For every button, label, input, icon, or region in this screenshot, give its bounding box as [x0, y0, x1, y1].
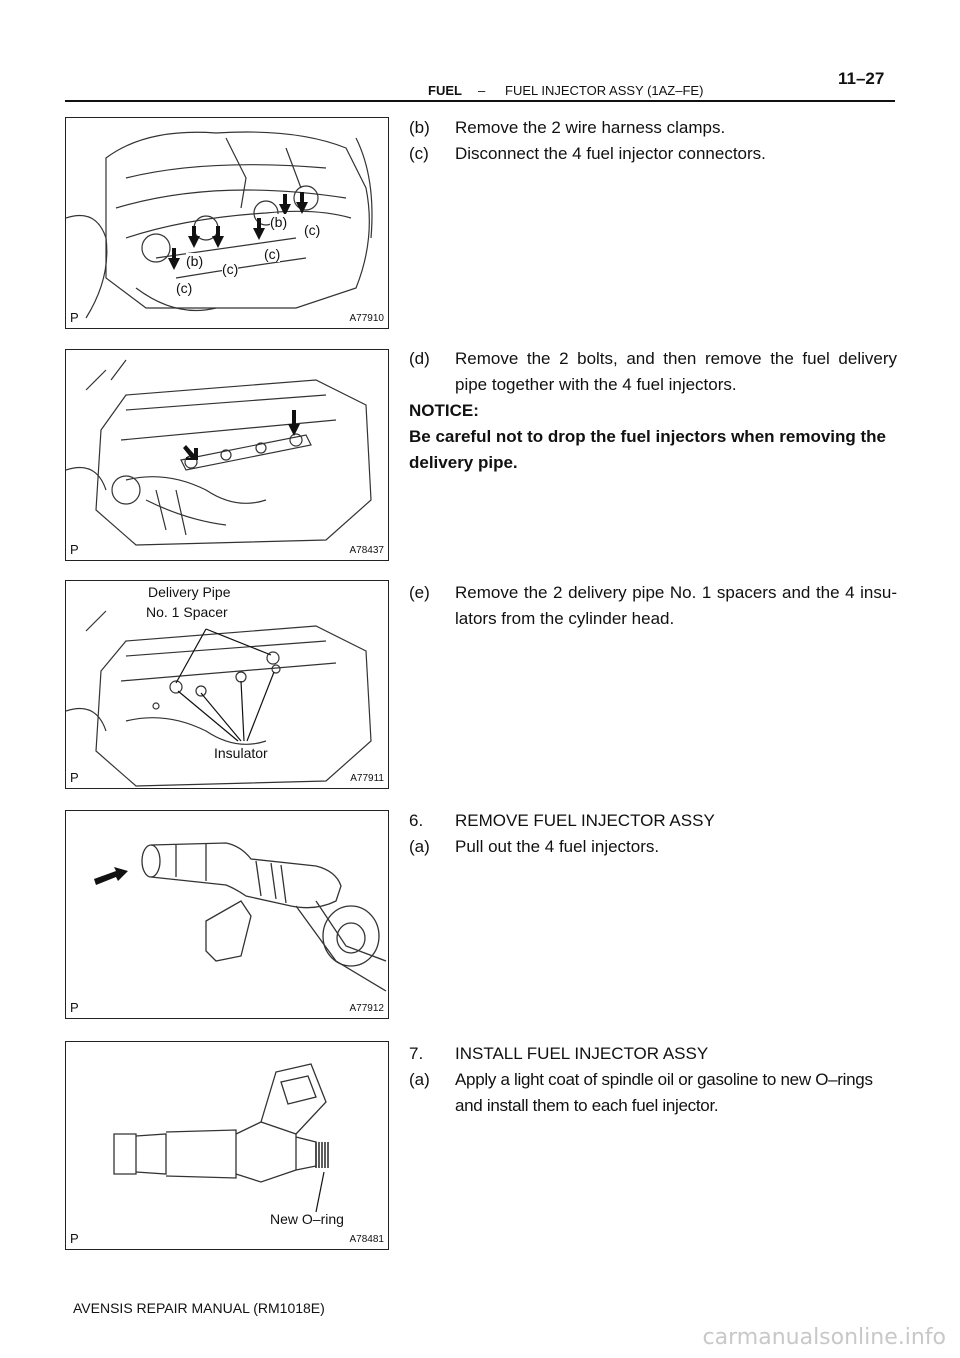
step-6a-label: (a) — [409, 837, 430, 856]
figure-code: A78481 — [349, 1234, 384, 1245]
step-d-label: (d) — [409, 349, 430, 368]
header-separator: – — [478, 83, 486, 98]
figure-install-oring — [65, 1041, 389, 1250]
figure-code: A77911 — [350, 773, 384, 784]
figure-marker: P — [70, 770, 79, 785]
figure-pull-injector — [65, 810, 389, 1019]
callout-c-4: (c) — [304, 222, 321, 238]
figure-delivery-pipe — [65, 349, 389, 561]
step-6-label: 6. — [409, 811, 424, 830]
figure-marker: P — [70, 310, 79, 325]
step-e-label: (e) — [409, 583, 430, 602]
step-e-text: Remove the 2 delivery pipe No. 1 spacers and the 4 insu-lators from the cylinder head. — [455, 583, 897, 628]
step-c — [409, 141, 897, 167]
step-b-label: (b) — [409, 118, 430, 137]
callout-new-oring: New O–ring — [270, 1211, 344, 1227]
step-e — [409, 580, 897, 632]
step-d-text: Remove the 2 bolts, and then remove the fuel delivery pipe together with the 4 fuel injectors. — [455, 349, 897, 394]
step-b — [409, 115, 897, 141]
callout-delivery-pipe: Delivery Pipe — [148, 584, 231, 600]
step-7-text: INSTALL FUEL INJECTOR ASSY — [455, 1044, 709, 1063]
step-6-text: REMOVE FUEL INJECTOR ASSY — [455, 811, 715, 830]
notice-title: NOTICE: — [409, 401, 479, 420]
header-rule — [65, 100, 895, 102]
callout-c-3: (c) — [264, 246, 281, 262]
step-b-text: Remove the 2 wire harness clamps. — [455, 118, 726, 137]
header-section: FUEL — [428, 83, 462, 98]
step-7a-text: Apply a light coat of spindle oil or gasoline to new O–rings and install them to each fuel injector. — [455, 1070, 873, 1115]
watermark: carmanualsonline.info — [702, 1325, 946, 1350]
step-c-label: (c) — [409, 144, 429, 163]
page-number: 11–27 — [838, 69, 885, 88]
step-6a — [409, 834, 897, 860]
figure-harness-clamps — [65, 117, 389, 329]
engine-illustration-2 — [66, 350, 388, 560]
step-7-label: 7. — [409, 1044, 424, 1063]
step-c-text: Disconnect the 4 fuel injector connectors. — [455, 144, 766, 163]
callout-b-2: (b) — [270, 214, 288, 230]
step-6a-text: Pull out the 4 fuel injectors. — [455, 837, 660, 856]
injector-illustration-1 — [66, 811, 388, 1018]
callout-no1-spacer: No. 1 Spacer — [146, 604, 228, 620]
step-7a-label: (a) — [409, 1070, 430, 1089]
figure-marker: P — [70, 542, 79, 557]
engine-illustration-1 — [66, 118, 388, 328]
callout-c-2: (c) — [222, 261, 239, 277]
notice-text: Be careful not to drop the fuel injectors when removing the delivery pipe. — [409, 427, 886, 472]
step-7a — [409, 1067, 897, 1119]
callout-c-1: (c) — [176, 280, 193, 296]
figure-marker: P — [70, 1231, 79, 1246]
figure-spacers-insulators — [65, 580, 389, 789]
footer-manual-title: AVENSIS REPAIR MANUAL (RM1018E) — [73, 1300, 325, 1316]
figure-code: A77910 — [349, 313, 384, 324]
step-6 — [409, 808, 897, 834]
figure-code: A77912 — [349, 1003, 384, 1014]
figure-code: A78437 — [349, 545, 384, 556]
step-7 — [409, 1041, 897, 1067]
callout-insulator: Insulator — [214, 745, 268, 761]
header-topic: FUEL INJECTOR ASSY (1AZ–FE) — [505, 83, 704, 98]
step-d — [409, 346, 897, 398]
callout-b-1: (b) — [186, 253, 204, 269]
figure-marker: P — [70, 1000, 79, 1015]
